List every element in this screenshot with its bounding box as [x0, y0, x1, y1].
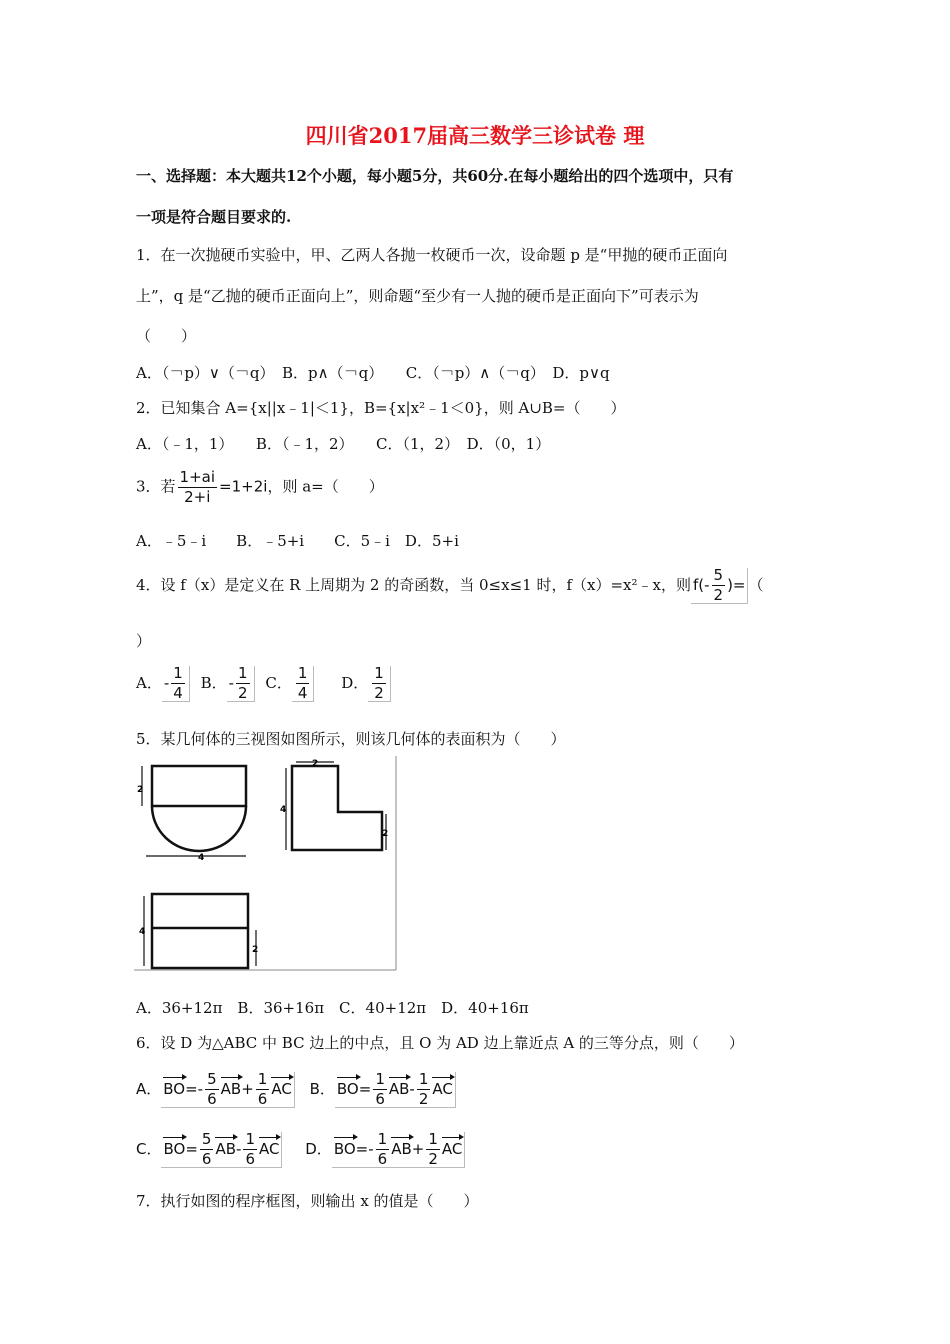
q6-option-b: [310, 1072, 456, 1108]
q6-option-b-d1: 6: [375, 1090, 385, 1108]
q4-f-suffix: )=: [727, 576, 746, 594]
q4-f-fraction: [712, 568, 726, 603]
q6-option-a-n1: 5: [207, 1070, 217, 1088]
q4-option-a-label: A．: [136, 674, 162, 692]
section-heading-line2: 一项是符合题目要求的.: [136, 208, 292, 226]
q4-f-numerator: 5: [713, 566, 724, 584]
q4-option-d-label: D．: [341, 674, 369, 692]
front-view: [152, 766, 246, 851]
q6-option-a-op: +: [241, 1080, 254, 1098]
q6-option-b-ab: AB: [388, 1080, 410, 1098]
q4-f-prefix: f(-: [692, 576, 710, 594]
q6-option-d: [305, 1132, 465, 1168]
q6-option-b-ac: AC: [432, 1080, 453, 1098]
q6-stem: 6．设 D 为△ABC 中 BC 边上的中点，且 O 为 AD 边上靠近点 A 的三等分点，则（ ）: [136, 1034, 744, 1052]
q3-suffix: ，则 a=（ ）: [267, 477, 384, 496]
q1-options: A．（￢p）∨（￢q） B．p∧（￢q） C．（￢p）∧（￢q） D．p∨q: [136, 364, 610, 382]
q4-f-expression: [691, 568, 749, 604]
q6-options-row1: [136, 1072, 456, 1108]
q6-option-c-n2: 1: [245, 1130, 255, 1148]
q6-option-d-n2: 1: [428, 1130, 438, 1148]
side-step-label: 2: [382, 829, 389, 839]
q6-option-a-eq: =-: [185, 1080, 204, 1098]
q4-option-c-value: [292, 666, 315, 702]
q1-stem-line2: 上”，q 是“乙抛的硬币正面向上”，则命题“至少有一人抛的硬币是正面向下”可表示为: [136, 287, 699, 305]
q4-option-a-den: 4: [173, 684, 183, 702]
q6-option-d-ac: AC: [441, 1140, 463, 1158]
q6-option-a-bo: BO: [163, 1080, 186, 1098]
q6-option-d-n1: 1: [377, 1130, 388, 1148]
q6-option-a: [136, 1072, 295, 1108]
q6-option-a-n2: 1: [257, 1070, 268, 1088]
q4-stem-line2: ）: [136, 632, 152, 650]
q6-option-c-op: -: [236, 1140, 242, 1158]
q6-option-c-ab: AB: [215, 1140, 237, 1158]
q3-prefix: 3．若: [136, 477, 176, 496]
q4-option-a-value: [162, 666, 190, 702]
q6-option-b-d2: 2: [418, 1090, 429, 1108]
q4-f-denominator: 2: [713, 586, 724, 604]
q6-option-c-d2: 6: [245, 1150, 255, 1168]
q6-option-a-label: A．: [136, 1080, 162, 1098]
q4-option-a-num: 1: [173, 664, 183, 682]
q5-options: A．36+12π B．36+16π C．40+12π D．40+16π: [136, 999, 529, 1017]
q4-option-a-sign: -: [163, 674, 170, 692]
q4-option-c-den: 4: [297, 684, 308, 702]
q4-stem-text: 4．设 f（x）是定义在 R 上周期为 2 的奇函数，当 0≤x≤1 时，f（x）=x²﹣x，则: [136, 576, 691, 594]
q6-option-b-op: -: [409, 1080, 415, 1098]
q4-option-b: [201, 666, 255, 702]
q6-option-c-n1: 5: [201, 1130, 212, 1148]
q4-option-a: [136, 666, 190, 702]
front-height-label: 2: [137, 785, 144, 795]
q6-option-d-d1: 6: [377, 1150, 388, 1168]
q6-option-a-d2: 6: [257, 1090, 268, 1108]
q2-stem: 2．已知集合 A={x||x﹣1|＜1}，B={x|x²﹣1＜0}，则 A∪B=（ ）: [136, 399, 626, 417]
q6-option-c-d1: 6: [201, 1150, 212, 1168]
q5-stem: 5．某几何体的三视图如图所示，则该几何体的表面积为（ ）: [136, 730, 566, 748]
side-top-label: 2: [312, 759, 319, 769]
q6-option-d-ab: AB: [391, 1140, 412, 1158]
q4-option-b-num: 1: [238, 664, 248, 682]
q3-options: A．﹣5﹣i B．﹣5+i C．5﹣i D．5+i: [136, 532, 459, 550]
q6-option-c-ac: AC: [258, 1140, 280, 1158]
q3-stem: [136, 470, 384, 505]
q4-option-d-value: [368, 666, 391, 702]
q3-fraction: [178, 470, 217, 505]
q4-option-d: [341, 666, 391, 702]
q1-stem-line1: 1．在一次抛硬币实验中，甲、乙两人各抛一枚硬币一次，设命题 p 是“甲抛的硬币正面向: [136, 246, 728, 264]
q2-options: A．（﹣1，1） B．（﹣1，2） C．（1，2） D．（0，1）: [136, 435, 551, 453]
q1-stem-line3: （ ）: [136, 327, 197, 345]
top-step-label: 2: [252, 945, 259, 955]
side-height-label: 4: [280, 805, 287, 815]
q6-option-b-eq: =: [358, 1080, 372, 1098]
q6-option-c-bo: BO: [163, 1140, 186, 1158]
q7-stem: 7．执行如图的程序框图，则输出 x 的值是（ ）: [136, 1192, 479, 1210]
q6-option-c-eq: =: [185, 1140, 198, 1158]
q6-option-b-n2: 1: [418, 1070, 429, 1088]
q6-options-row2: [136, 1132, 465, 1168]
q4-option-d-den: 2: [374, 684, 384, 702]
front-width-label: 4: [198, 853, 205, 863]
q6-option-b-n1: 1: [375, 1070, 385, 1088]
q4-stem: [136, 568, 764, 604]
q6-option-a-ac: AC: [271, 1080, 292, 1098]
q3-numerator: 1+ai: [179, 468, 216, 486]
q6-option-c: [136, 1132, 282, 1168]
top-height-label: 4: [139, 927, 146, 937]
q6-option-d-bo: BO: [333, 1140, 356, 1158]
q4-option-b-value: [227, 666, 255, 702]
q6-option-d-eq: =-: [355, 1140, 374, 1158]
q6-option-d-label: D．: [305, 1140, 332, 1158]
q6-option-c-label: C．: [136, 1140, 162, 1158]
q4-option-c-num: 1: [297, 664, 308, 682]
page-title: 四川省2017届高三数学三诊试卷 理: [305, 123, 645, 148]
three-view-figure: [134, 756, 398, 972]
side-view: [292, 766, 382, 850]
q4-option-c: [265, 666, 314, 702]
q3-rhs: =1+2i: [219, 477, 268, 496]
q4-option-b-den: 2: [238, 684, 248, 702]
q4-option-d-num: 1: [374, 664, 384, 682]
q4-tail: （: [748, 576, 764, 594]
q4-option-c-label: C．: [265, 674, 292, 692]
q6-option-d-op: +: [411, 1140, 425, 1158]
q6-option-b-label: B．: [309, 1080, 335, 1098]
q6-option-b-bo: BO: [336, 1080, 359, 1098]
q6-option-a-ab: AB: [220, 1080, 242, 1098]
q4-options: [136, 666, 391, 702]
q4-option-b-sign: -: [228, 674, 235, 692]
q6-option-a-d1: 6: [207, 1090, 217, 1108]
q4-option-b-label: B．: [200, 674, 227, 692]
section-heading-line1: 一、选择题：本大题共12个小题，每小题5分，共60分.在每小题给出的四个选项中，只有: [136, 167, 734, 185]
q6-option-d-d2: 2: [428, 1150, 438, 1168]
q3-denominator: 2+i: [184, 488, 211, 506]
top-view: [152, 894, 248, 968]
